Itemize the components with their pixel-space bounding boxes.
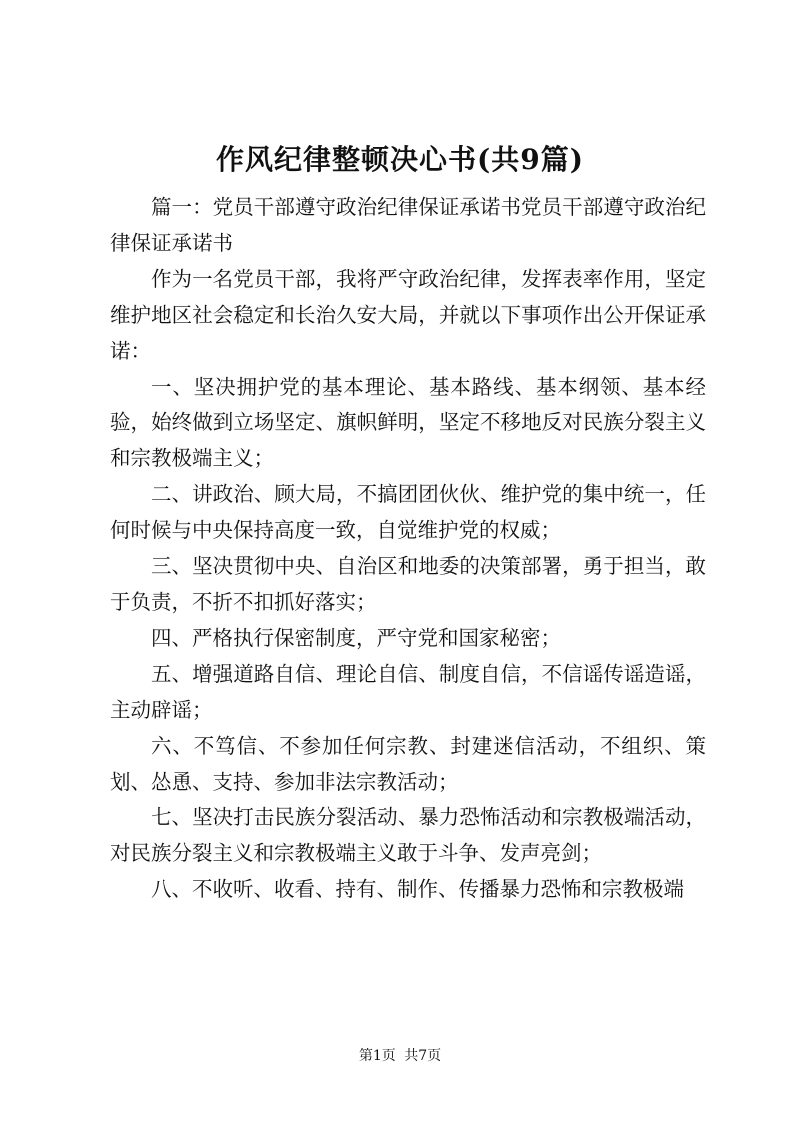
paragraph-2: 作为一名党员干部，我将严守政治纪律，发挥表率作用，坚定维护地区社会稳定和长治久安大局，并就以下事项作出公开保证承诺：	[110, 266, 706, 363]
document-body	[110, 190, 706, 908]
page-footer: 第1页 共7页	[358, 1048, 442, 1064]
paragraph-3: 一、坚决拥护党的基本理论、基本路线、基本纲领、基本经验，始终做到立场坚定、旗帜鲜明，坚定不移地反对民族分裂主义和宗教极端主义；	[110, 374, 706, 471]
paragraph-7: 五、增强道路自信、理论自信、制度自信，不信谣传谣造谣，主动辟谣；	[110, 661, 706, 722]
paragraph-9: 七、坚决打击民族分裂活动、暴力恐怖活动和宗教极端活动，对民族分裂主义和宗教极端主义敢于斗争、发声亮剑；	[110, 805, 706, 866]
paragraph-1: 篇一：党员干部遵守政治纪律保证承诺书党员干部遵守政治纪律保证承诺书	[110, 195, 706, 255]
paragraph-5: 三、坚决贯彻中央、自治区和地委的决策部署，勇于担当，敢于负责，不折不扣抓好落实；	[110, 554, 706, 614]
document-title: 作风纪律整顿决心书(共9篇)	[216, 143, 584, 176]
paragraph-4: 二、讲政治、顾大局，不搞团团伙伙、维护党的集中统一，任何时候与中央保持高度一致，自觉维护党的权威；	[110, 482, 706, 543]
paragraph-10: 八、不收听、收看、持有、制作、传播暴力恐怖和宗教极端	[151, 877, 684, 902]
paragraph-6: 四、严格执行保密制度，严守党和国家秘密；	[151, 625, 561, 650]
paragraph-8: 六、不笃信、不参加任何宗教、封建迷信活动，不组织、策划、怂恿、支持、参加非法宗教活动；	[110, 733, 706, 794]
